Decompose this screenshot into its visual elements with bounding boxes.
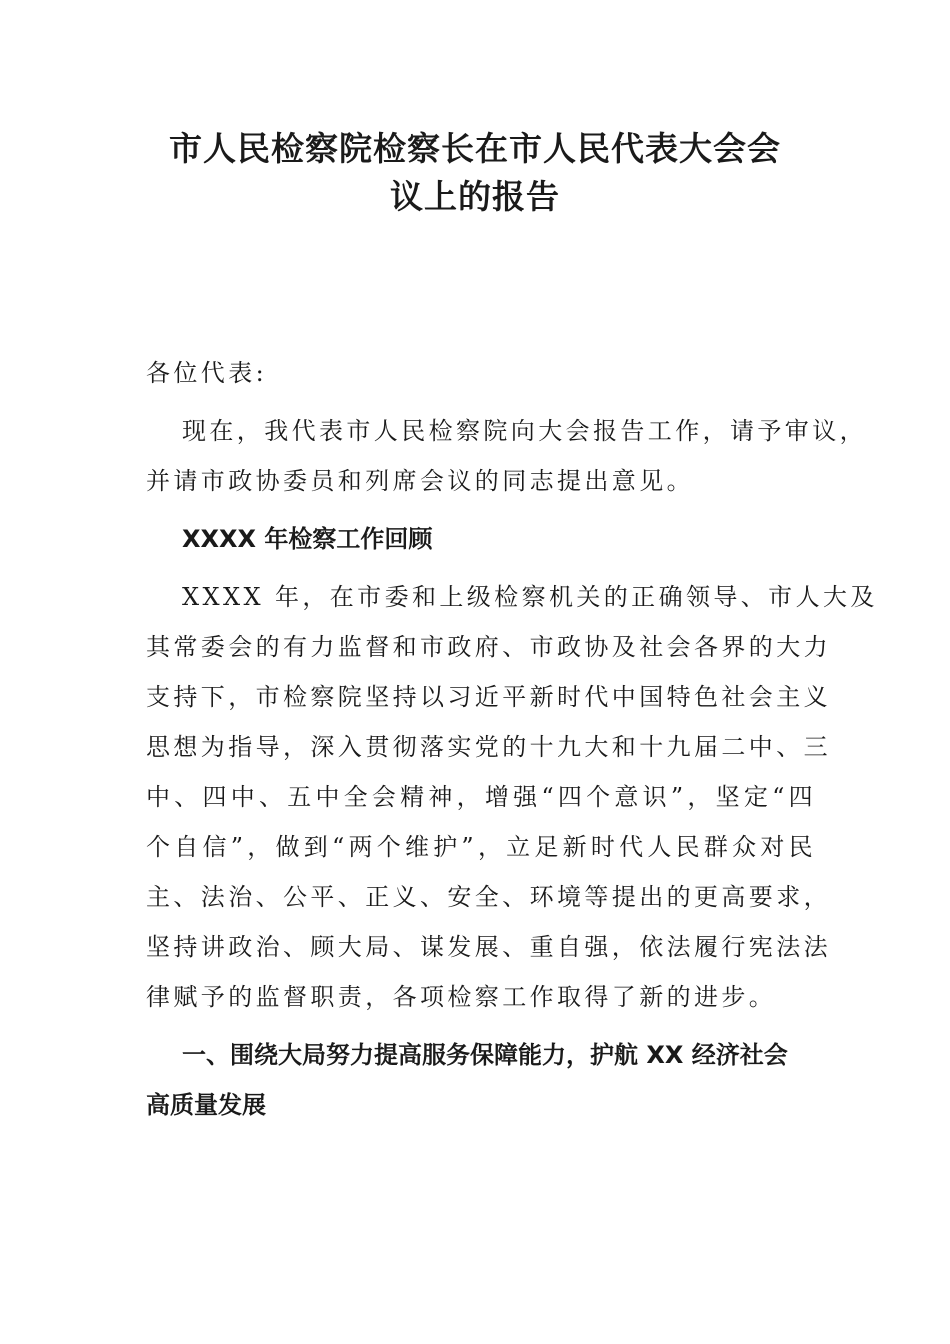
paragraph-line: 坚持讲政治、顾大局、谋发展、重自强，依法履行宪法法 bbox=[146, 933, 831, 961]
paragraph-line: 其常委会的有力监督和市政府、市政协及社会各界的大力 bbox=[146, 633, 831, 661]
salutation: 各位代表: bbox=[146, 359, 268, 387]
paragraph-line: 个自信”，做到“两个维护”，立足新时代人民群众对民 bbox=[146, 833, 816, 861]
document-title-line-2: 议上的报告 bbox=[390, 177, 560, 216]
intro-line: 并请市政协委员和列席会议的同志提出意见。 bbox=[146, 467, 694, 495]
intro-line: 现在，我代表市人民检察院向大会报告工作，请予审议， bbox=[182, 417, 867, 445]
subheading-line-2: 高质量发展 bbox=[146, 1091, 266, 1119]
document-title-line-1: 市人民检察院检察长在市人民代表大会会 bbox=[169, 129, 781, 168]
section-heading: XXXX 年检察工作回顾 bbox=[182, 525, 433, 553]
paragraph-line: 主、法治、公平、正义、安全、环境等提出的更高要求， bbox=[146, 883, 831, 911]
paragraph-line: 支持下，市检察院坚持以习近平新时代中国特色社会主义 bbox=[146, 683, 831, 711]
subheading-line-1: 一、围绕大局努力提高服务保障能力，护航 XX 经济社会 bbox=[182, 1041, 788, 1069]
paragraph-line: XXXX 年，在市委和上级检察机关的正确领导、市人大及 bbox=[182, 583, 878, 611]
paragraph-line: 思想为指导，深入贯彻落实党的十九大和十九届二中、三 bbox=[146, 733, 831, 761]
paragraph-line: 律赋予的监督职责，各项检察工作取得了新的进步。 bbox=[146, 983, 777, 1011]
paragraph-line: 中、四中、五中全会精神，增强“四个意识”，坚定“四 bbox=[146, 783, 816, 811]
